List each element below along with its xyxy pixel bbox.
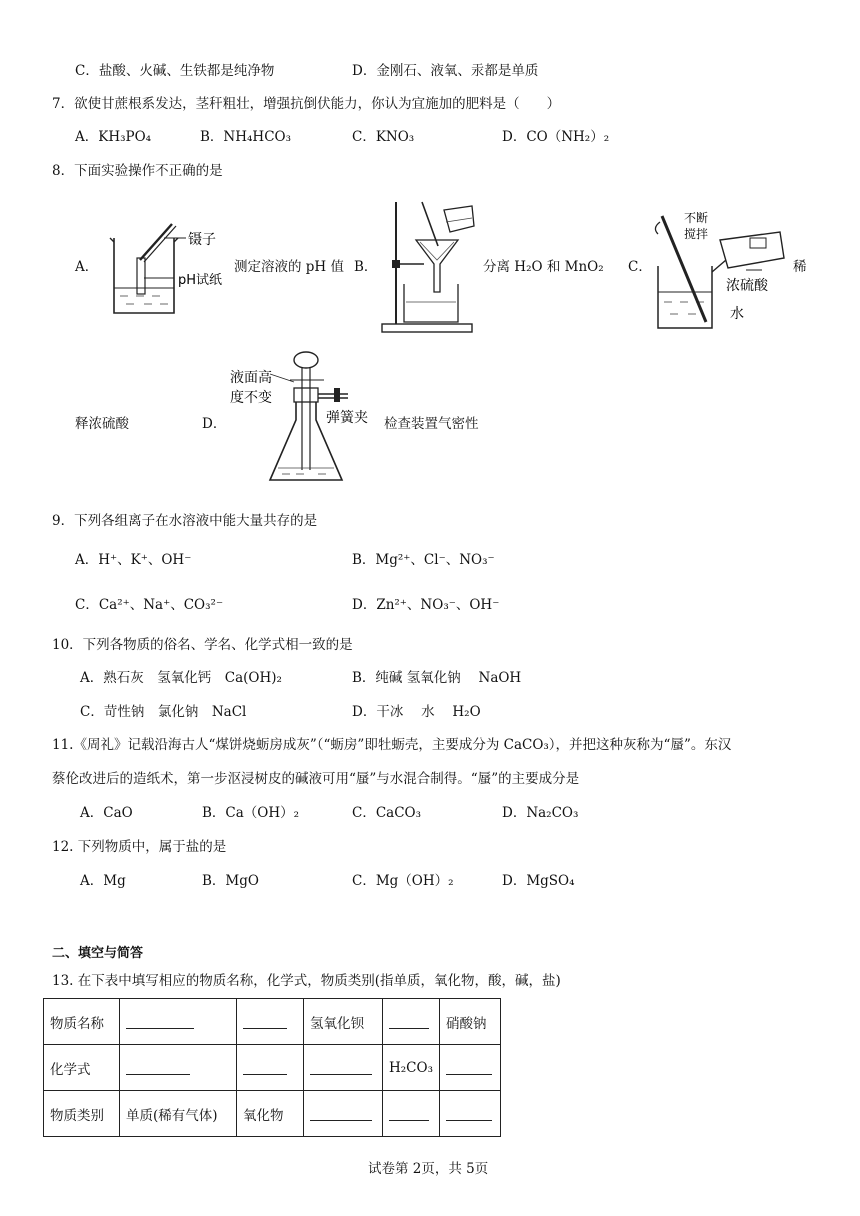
stir-label-2: 搅拌 [684, 227, 709, 241]
q7-option-c: C．KNO₃ [352, 129, 415, 145]
table-row [44, 1045, 501, 1091]
q10-option-a: A．熟石灰 氢氧化钙 Ca(OH)₂ [80, 670, 282, 686]
q11-option-a: A．CaO [80, 805, 133, 821]
q10-option-d: D．干冰 水 H₂O [352, 704, 481, 720]
page-footer: 试卷第 2页，共 5页 [368, 1161, 489, 1177]
table-cell: 物质名称 [44, 999, 120, 1045]
q8-a-caption: 测定溶液的 pH 值 [234, 259, 344, 275]
water-label: 水 [730, 306, 744, 322]
q8-b-letter: B． [354, 259, 378, 275]
q9-stem: 9．下列各组离子在水溶液中能大量共存的是 [52, 513, 318, 529]
table-cell: 硝酸钠 [440, 999, 501, 1045]
q8-c-letter: C． [628, 259, 652, 275]
tweezers-label: 镊子 [188, 232, 216, 248]
q6-option-d: D．金刚石、液氧、汞都是单质 [352, 63, 539, 79]
q9-option-c: C．Ca²⁺、Na⁺、CO₃²⁻ [75, 597, 224, 613]
answer-blank[interactable] [304, 1091, 383, 1137]
answer-blank[interactable] [237, 1045, 304, 1091]
answer-blank[interactable] [304, 1045, 383, 1091]
q8-b-caption: 分离 H₂O 和 MnO₂ [483, 259, 604, 275]
answer-blank[interactable] [120, 999, 237, 1045]
q8-d-letter: D． [202, 416, 227, 432]
q8-d-caption: 检查装置气密性 [384, 416, 479, 432]
section-heading: 二、填空与简答 [52, 946, 144, 961]
q6-option-c: C．盐酸、火碱、生铁都是纯净物 [75, 63, 275, 79]
q8-c-caption-end: 释浓硫酸 [75, 416, 129, 432]
q7-option-b: B．NH₄HCO₃ [200, 129, 291, 145]
q10-option-c: C．苛性钠 氯化钠 NaCl [80, 704, 247, 720]
q13-table [43, 998, 501, 1137]
table-cell: 物质类别 [44, 1091, 120, 1137]
q8-a-letter: A． [75, 259, 99, 275]
table-cell: 氧化物 [237, 1091, 304, 1137]
table-cell: 氢氧化钡 [304, 999, 383, 1045]
q11-option-b: B．Ca（OH）₂ [202, 805, 300, 821]
q10-stem: 10．下列各物质的俗名、学名、化学式相一致的是 [52, 637, 353, 653]
q9-option-b: B．Mg²⁺、Cl⁻、NO₃⁻ [352, 552, 495, 568]
liquid-level-label-1: 液面高 [230, 370, 272, 386]
q12-option-c: C．Mg（OH）₂ [352, 873, 454, 889]
liquid-level-label-2: 度不变 [230, 390, 272, 406]
answer-blank[interactable] [120, 1045, 237, 1091]
q9-option-a: A．H⁺、K⁺、OH⁻ [75, 552, 192, 568]
q8-stem: 8．下面实验操作不正确的是 [52, 163, 223, 179]
sulfuric-acid-label: 浓硫酸 [726, 278, 768, 294]
q12-stem: 12. 下列物质中，属于盐的是 [52, 839, 227, 855]
q10-option-b: B．纯碱 氢氧化钠 NaOH [352, 670, 522, 686]
filtration-figure [376, 198, 480, 338]
airtightness-figure [230, 350, 380, 494]
dilution-figure [650, 210, 790, 330]
table-row [44, 999, 501, 1045]
q13-stem: 13. 在下表中填写相应的物质名称，化学式，物质类别(指单质，氧化物，酸，碱，盐) [52, 973, 561, 989]
table-cell: 单质(稀有气体) [120, 1091, 237, 1137]
q12-option-d: D．MgSO₄ [502, 873, 575, 889]
table-row [44, 1091, 501, 1137]
answer-blank[interactable] [383, 1091, 440, 1137]
answer-blank[interactable] [237, 999, 304, 1045]
q11-option-c: C．CaCO₃ [352, 805, 422, 821]
q7-stem: 7．欲使甘蔗根系发达，茎秆粗壮，增强抗倒伏能力，你认为宜施加的肥料是（ ） [52, 96, 561, 112]
answer-blank[interactable] [440, 1045, 501, 1091]
ph-test-figure [100, 218, 234, 318]
q11-line2: 蔡伦改进后的造纸术，第一步沤浸树皮的碱液可用“蜃”与水混合制得。“蜃”的主要成分是 [52, 771, 580, 787]
answer-blank[interactable] [383, 999, 440, 1045]
answer-blank[interactable] [440, 1091, 501, 1137]
table-cell: H₂CO₃ [383, 1045, 440, 1091]
q11-line1: 11.《周礼》记载沿海古人“煤饼烧蛎房成灰”（“蛎房”即牡蛎壳，主要成分为 CaCO₃），并把这种灰称为“蜃”。东汉 [52, 737, 732, 753]
table-cell: 化学式 [44, 1045, 120, 1091]
q11-option-d: D．Na₂CO₃ [502, 805, 579, 821]
ph-paper-label: pH试纸 [178, 273, 223, 288]
q12-option-a: A．Mg [80, 873, 126, 889]
spring-clip-label: 弹簧夹 [326, 410, 368, 426]
q8-c-caption-start: 稀 [793, 259, 807, 275]
q9-option-d: D．Zn²⁺、NO₃⁻、OH⁻ [352, 597, 500, 613]
q12-option-b: B．MgO [202, 873, 259, 889]
stir-label-1: 不断 [684, 211, 709, 225]
q7-option-a: A．KH₃PO₄ [75, 129, 152, 145]
q7-option-d: D．CO（NH₂）₂ [502, 129, 610, 145]
